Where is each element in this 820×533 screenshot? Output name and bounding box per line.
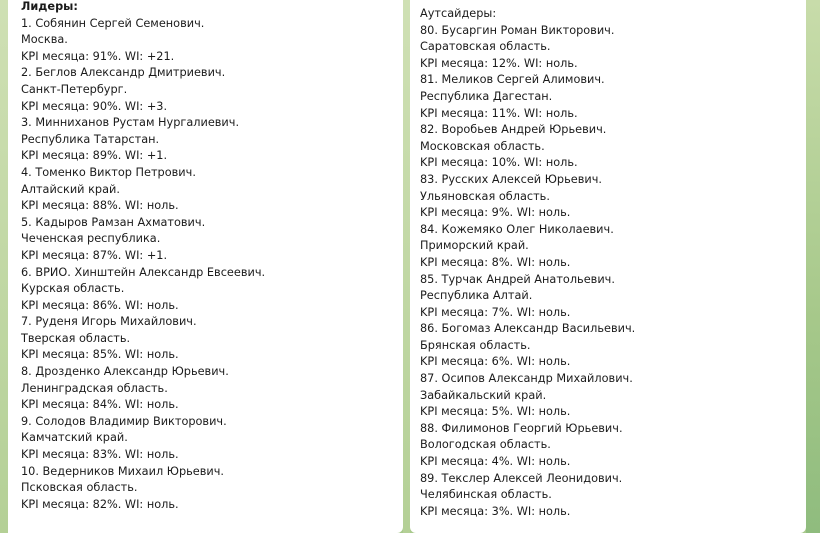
message-line: KPI месяца: 3%. WI: ноль.: [420, 504, 571, 518]
message-line: 5. Кадыров Рамзан Ахматович.: [21, 215, 206, 229]
message-bubble-leaders[interactable]: [8, 0, 403, 533]
message-line: 9. Солодов Владимир Викторович.: [21, 414, 227, 428]
message-line: KPI месяца: 10%. WI: ноль.: [420, 156, 578, 170]
leaders-title: Лидеры:: [21, 0, 78, 13]
message-line: 82. Воробьев Андрей Юрьевич.: [420, 123, 607, 137]
message-line: Алтайский край.: [21, 182, 120, 196]
message-line: KPI месяца: 12%. WI: ноль.: [420, 56, 578, 70]
message-line: KPI месяца: 84%. WI: ноль.: [21, 398, 179, 412]
message-line: Республика Татарстан.: [21, 132, 160, 146]
message-line: KPI месяца: 88%. WI: ноль.: [21, 199, 179, 213]
message-line: KPI месяца: 87%. WI: +1.: [21, 248, 168, 262]
message-line: KPI месяца: 9%. WI: ноль.: [420, 206, 571, 220]
message-line: Забайкальский край.: [420, 388, 547, 402]
chat-background-middle: [403, 0, 410, 533]
message-line: KPI месяца: 89%. WI: +1.: [21, 149, 168, 163]
message-line: 87. Осипов Александр Михайлович.: [420, 372, 633, 386]
message-line: KPI месяца: 5%. WI: ноль.: [420, 405, 571, 419]
message-line: 84. Кожемяко Олег Николаевич.: [420, 222, 614, 236]
message-line: Вологодская область.: [420, 438, 551, 452]
message-line: 8. Дрозденко Александр Юрьевич.: [21, 365, 229, 379]
message-line: 85. Турчак Андрей Анатольевич.: [420, 272, 615, 286]
message-line: 3. Минниханов Рустам Нургалиевич.: [21, 116, 240, 130]
message-line: 86. Богомаз Александр Васильевич.: [420, 322, 636, 336]
message-line: KPI месяца: 11%. WI: ноль.: [420, 106, 578, 120]
message-line: Москва.: [21, 33, 68, 47]
message-line: Саратовская область.: [420, 40, 551, 54]
message-line: KPI месяца: 83%. WI: ноль.: [21, 448, 179, 462]
message-line: 83. Русских Алексей Юрьевич.: [420, 172, 602, 186]
message-line: Камчатский край.: [21, 431, 128, 445]
message-line: 1. Собянин Сергей Семенович.: [21, 16, 205, 30]
leaders-list: [21, 16, 265, 514]
message-line: Санкт-Петербург.: [21, 82, 128, 96]
message-line: KPI месяца: 7%. WI: ноль.: [420, 305, 571, 319]
message-line: KPI месяца: 86%. WI: ноль.: [21, 298, 179, 312]
message-line: Челябинская область.: [420, 488, 552, 502]
outsiders-title: Аутсайдеры:: [420, 7, 497, 20]
message-line: Ульяновская область.: [420, 189, 550, 203]
message-line: Республика Дагестан.: [420, 89, 553, 103]
message-line: 2. Беглов Александр Дмитриевич.: [21, 66, 226, 80]
message-bubble-outsiders[interactable]: [410, 0, 806, 533]
message-line: Псковская область.: [21, 481, 138, 495]
message-line: 80. Бусаргин Роман Викторович.: [420, 23, 615, 37]
message-line: 4. Томенко Виктор Петрович.: [21, 165, 196, 179]
message-line: 10. Ведерников Михаил Юрьевич.: [21, 464, 224, 478]
message-line: Брянская область.: [420, 338, 531, 352]
message-line: Приморский край.: [420, 239, 529, 253]
message-line: Московская область.: [420, 139, 545, 153]
message-line: KPI месяца: 91%. WI: +21.: [21, 49, 175, 63]
message-line: KPI месяца: 4%. WI: ноль.: [420, 455, 571, 469]
leaders-message-text: [21, 0, 265, 513]
message-line: 6. ВРИО. Хинштейн Александр Евсеевич.: [21, 265, 266, 279]
message-line: Тверская область.: [21, 331, 131, 345]
message-line: Республика Алтай.: [420, 289, 533, 303]
message-line: Курская область.: [21, 282, 125, 296]
message-line: Ленинградская область.: [21, 381, 168, 395]
message-line: Чеченская республика.: [21, 232, 161, 246]
message-line: 88. Филимонов Георгий Юрьевич.: [420, 421, 623, 435]
outsiders-message-text: [420, 6, 635, 520]
outsiders-list: [420, 23, 635, 521]
message-line: 7. Руденя Игорь Михайлович.: [21, 315, 197, 329]
message-line: KPI месяца: 90%. WI: +3.: [21, 99, 168, 113]
message-line: KPI месяца: 85%. WI: ноль.: [21, 348, 179, 362]
message-line: KPI месяца: 6%. WI: ноль.: [420, 355, 571, 369]
chat-background-left: [0, 0, 8, 533]
message-line: 81. Меликов Сергей Алимович.: [420, 73, 605, 87]
chat-background-right: [806, 0, 820, 533]
message-line: KPI месяца: 82%. WI: ноль.: [21, 497, 179, 511]
message-line: 89. Текслер Алексей Леонидович.: [420, 471, 623, 485]
message-line: KPI месяца: 8%. WI: ноль.: [420, 255, 571, 269]
